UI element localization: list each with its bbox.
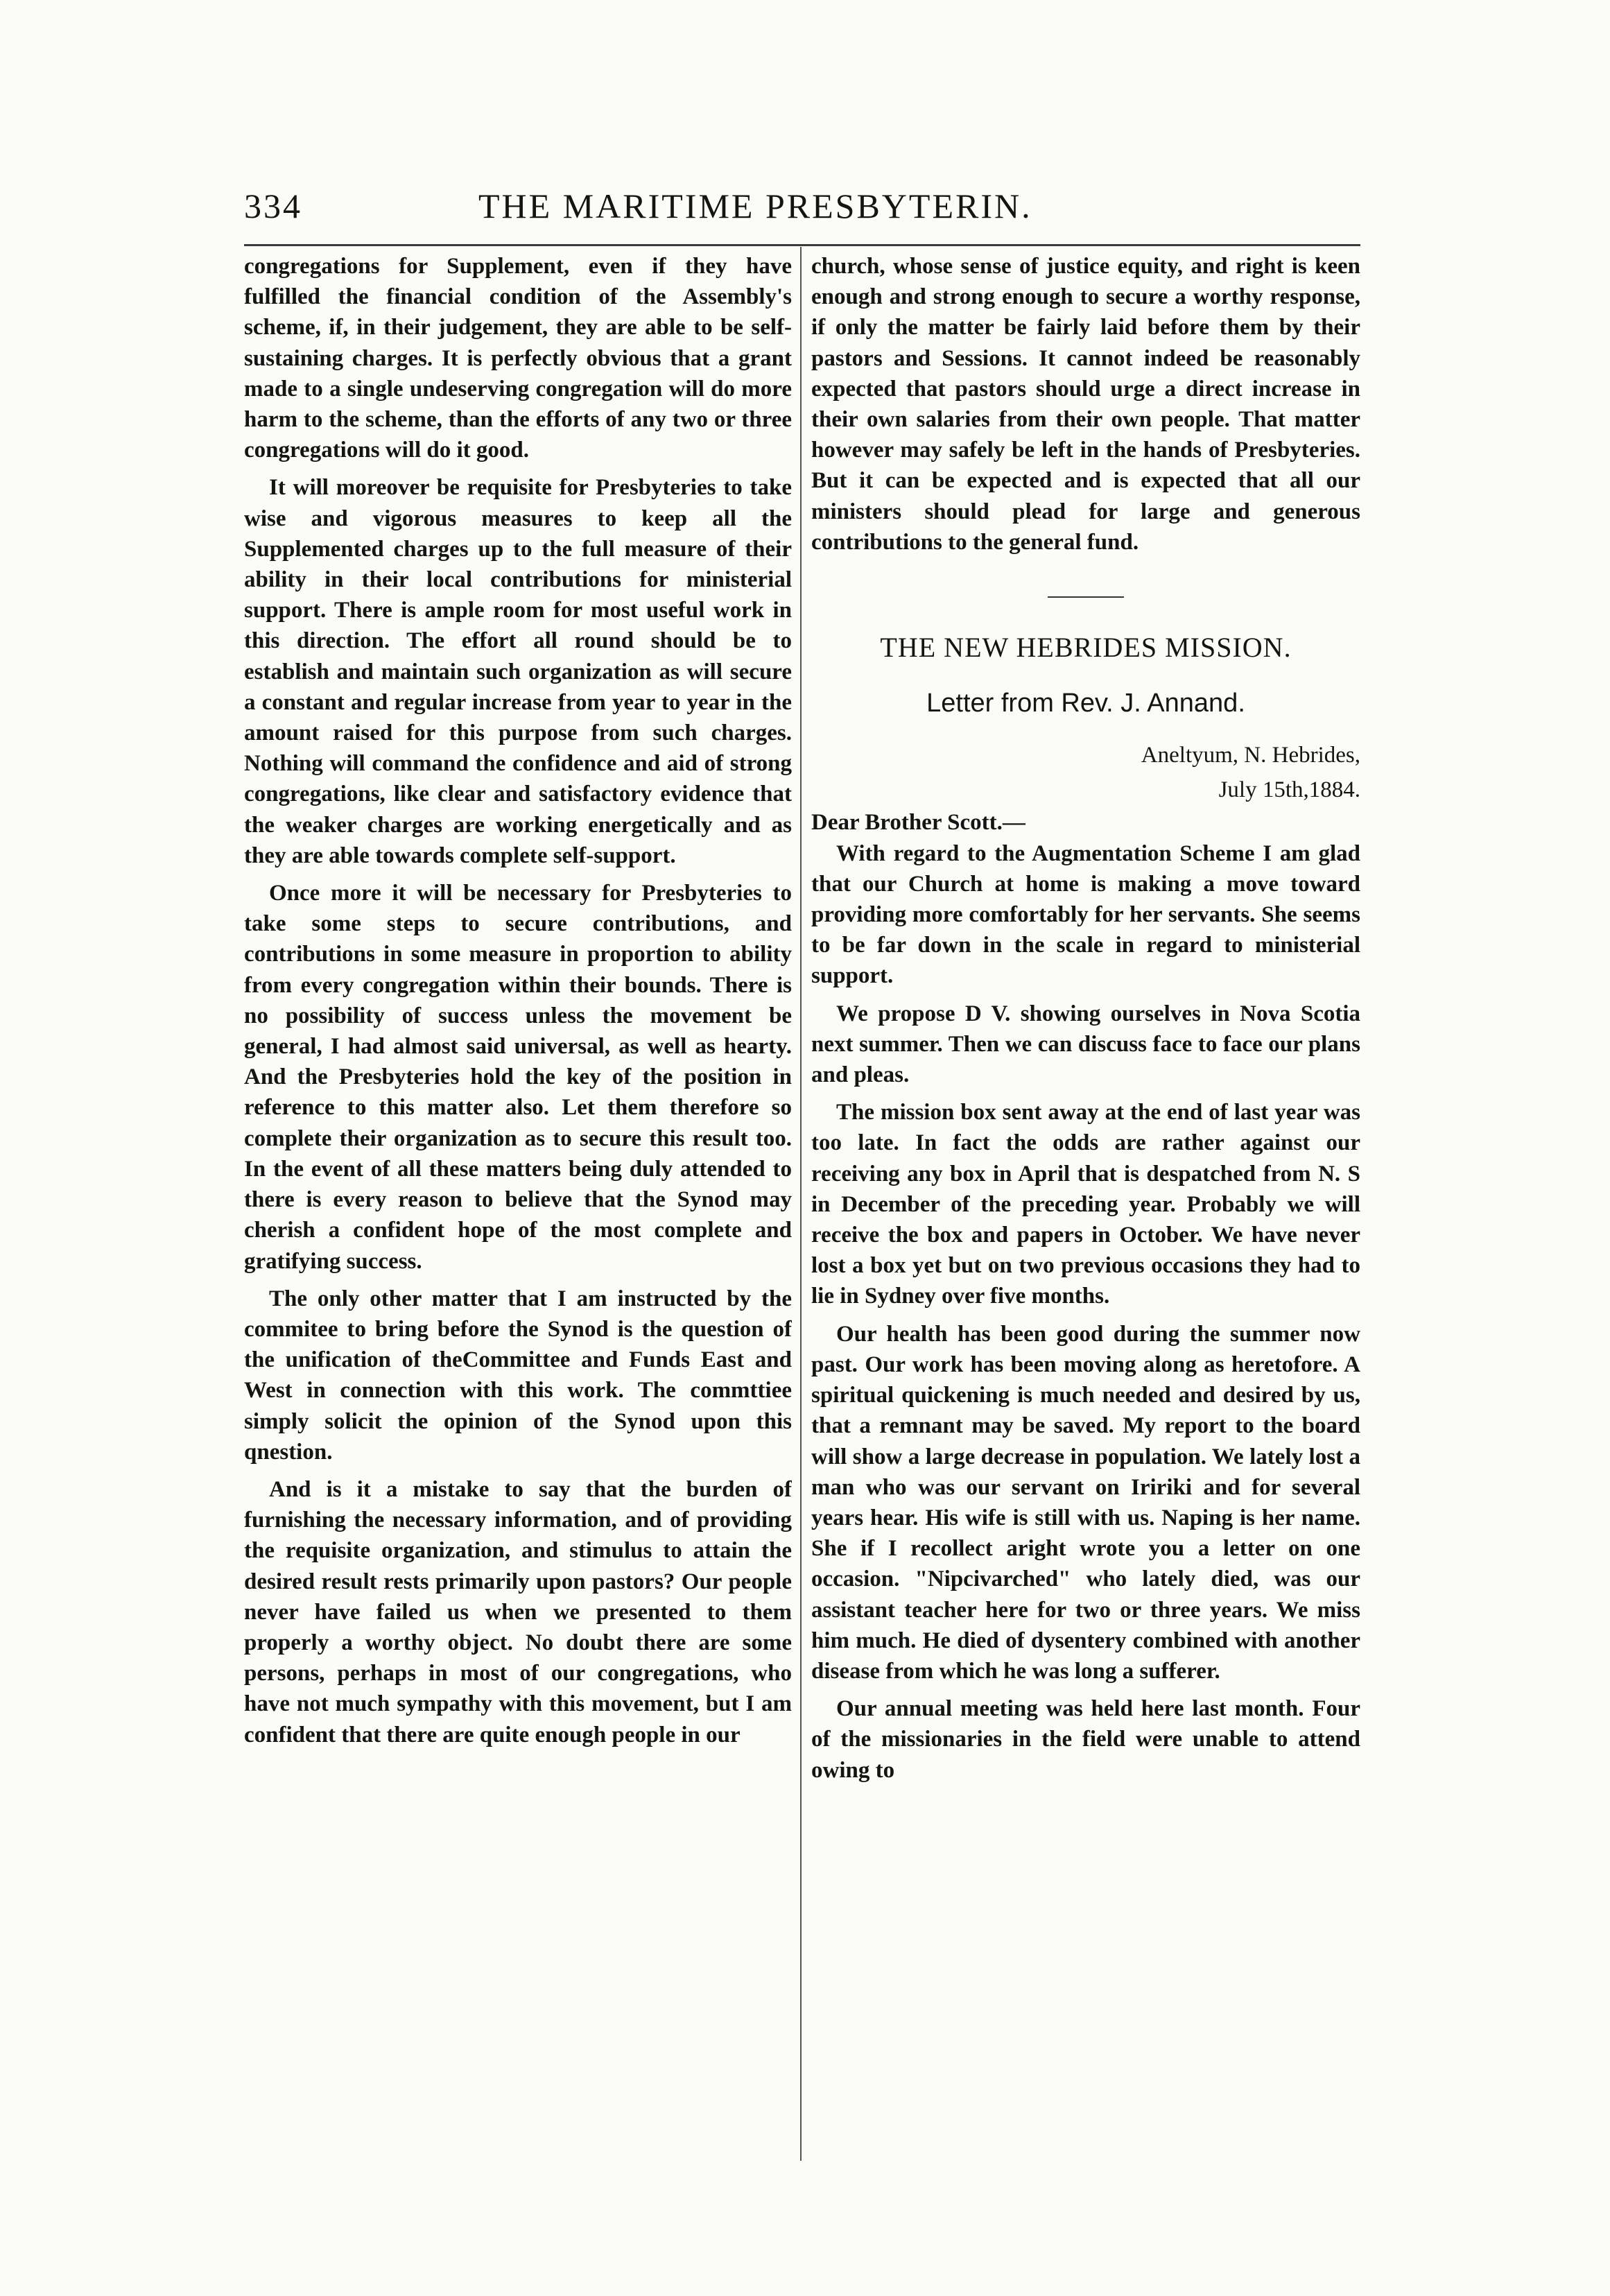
paragraph: And is it a mistake to say that the burden of furnishing the necessary information, and of providing the requisite organization, and stimulus to attain the desired result rests primarily upon pastors? Our people never have failed us when we presented to them properly a worthy object. No doubt there are some persons, perhaps in most of our congregations, who have not much sympathy with this movement, but I am confident that there are quite enough people in our	[244, 1476, 792, 1747]
paragraph: The only other matter that I am instructed by the commitee to bring before the Synod is the question of the unification of theCommittee and Funds East and West in connection with this work. The commttiee simply solicit the opinion of the Synod upon this qnestion.	[244, 1286, 792, 1465]
dateline-date: July 15th,1884.	[1218, 777, 1360, 803]
running-title: THE MARITIME PRESBYTERIN.	[478, 187, 1032, 225]
paragraph: The mission box sent away at the end of last year was too late. In fact the odds are rather against our receiving any box in April that is despatched from N. S in December of the preceding year. Probably we will receive the box and papers in October. We have never lost a box yet but on two previous occasions they had to lie in Sydney over five months.	[811, 1100, 1360, 1309]
section-subtitle: Letter from Rev. J. Annand.	[926, 689, 1245, 718]
paragraph: Our annual meeting was held here last month. Four of the missionaries in the field were unable to attend owing to	[811, 1696, 1360, 1783]
page-header	[244, 186, 1353, 234]
salutation: Dear Brother Scott.—	[811, 810, 1025, 836]
section-divider	[1048, 596, 1124, 598]
continuation-paragraph: church, whose sense of justice equity, and right is keen enough and strong enough to secure a worthy response, if only the matter be fairly laid before them by their pastors and Sessions. It cannot indeed be reasonably expected that pastors should urge a direct increase in their own salaries from their own people. That matter however may safely be left in the hands of Presbyteries. But it can be expected and is expected that all our ministers should plead for large and generous contributions to the general fund.	[811, 254, 1360, 555]
paragraph: congregations for Supplement, even if they have fulfilled the financial condition of the Assembly's scheme, if, in their judgement, they are able to be self-sustaining charges. It is perfectly obvious that a grant made to a single undeserving congregation will do more harm to the scheme, than the efforts of any two or three congregations will do it good.	[244, 254, 792, 463]
paragraph: Once more it will be necessary for Presbyteries to take some steps to secure contributions, and contributions in some measure in proportion to ability from every congregation within their bounds. There is no possibility of success unless the movement be general, I had almost said universal, as well as hearty. And the Presbyteries hold the key of the position in reference to this matter also. Let them therefore so complete their organization as to secure this result too. In the event of all these matters being duly attended to there is every reason to believe that the Synod may cherish a confident hope of the most complete and gratifying success.	[244, 881, 792, 1274]
page-number: 334	[244, 187, 302, 225]
right-column	[811, 251, 1360, 2155]
paragraph: It will moreover be requisite for Presbyteries to take wise and vigorous measures to keep all the Supplemented charges up to the full measure of their ability in their local contributions for ministerial support. There is ample room for most useful work in this direction. The effort all round should be to establish and maintain such organization as will secure a constant and regular increase from year to year in the amount raised for this purpose from such charges. Nothing will command the confidence and aid of strong congregations, like clear and satisfactory evidence that the weaker charges are working energetically and as they are able towards complete self-support.	[244, 475, 792, 868]
dateline-place: Aneltyum, N. Hebrides,	[1141, 743, 1360, 768]
section-title: THE NEW HEBRIDES MISSION.	[880, 632, 1292, 664]
paragraph: Our health has been good during the summer now past. Our work has been moving along as heretofore. A spiritual quickening is much needed and desired by us, that a remnant may be saved. My report to the board will show a large decrease in population. We lately lost a man who was our servant on Iririki and for several years hear. His wife is still with us. Naping is her name. She if I recollect aright wrote you a letter on one occasion. "Nipcivarched" who lately died, was our assistant teacher here for two or three years. We miss him much. He died of dysentery combined with another disease from which he was long a sufferer.	[811, 1321, 1360, 1684]
column-divider	[800, 247, 802, 2161]
left-column	[244, 251, 792, 2155]
paragraph: We propose D V. showing ourselves in Nova Scotia next summer. Then we can discuss face to face our plans and pleas.	[811, 1001, 1360, 1088]
header-rule	[244, 244, 1360, 246]
paragraph: With regard to the Augmentation Scheme I am glad that our Church at home is making a move toward providing more comfortably for her servants. She seems to be far down in the scale in regard to ministerial support.	[811, 840, 1360, 989]
